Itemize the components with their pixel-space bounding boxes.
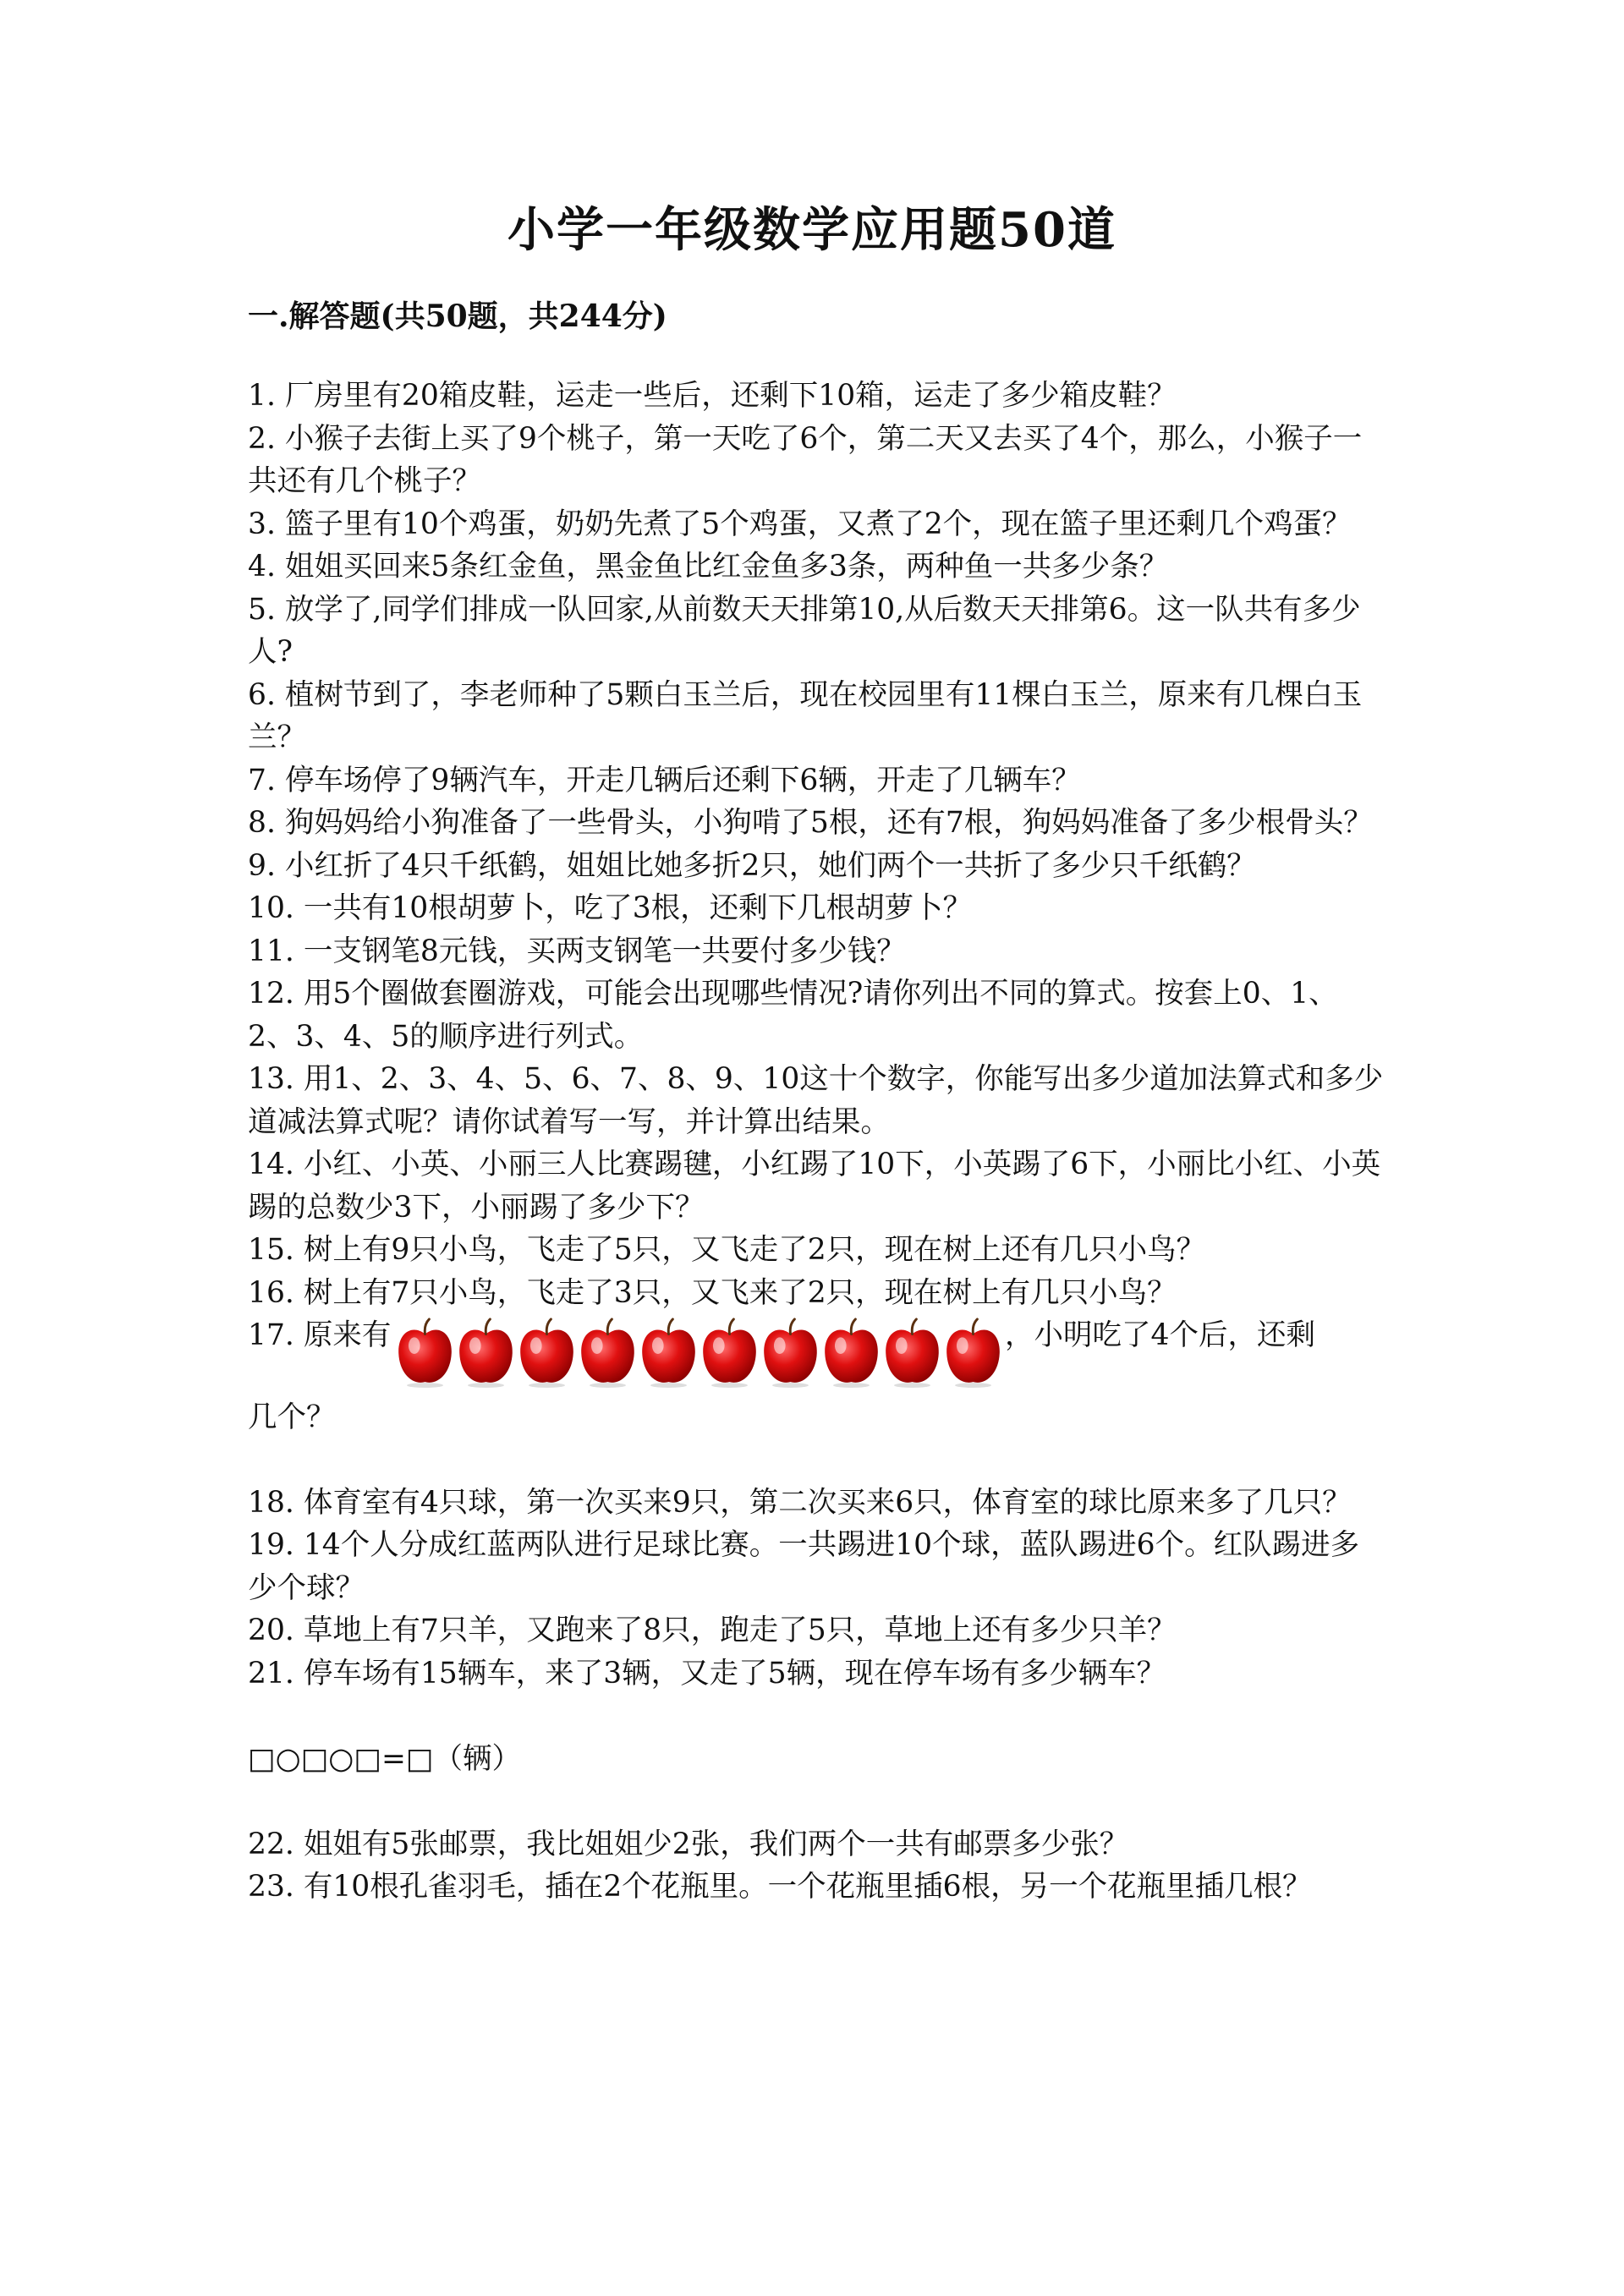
apple-icon — [457, 1316, 515, 1389]
question-4: 4. 姐姐买回来5条红金鱼，黑金鱼比红金鱼多3条，两种鱼一共多少条？ — [248, 550, 1169, 584]
apple-icon — [700, 1316, 759, 1389]
question-3: 3. 篮子里有10个鸡蛋，奶奶先煮了5个鸡蛋，又煮了2个，现在篮子里还剩几个鸡蛋？ — [248, 507, 1352, 541]
apple-icon — [639, 1316, 698, 1389]
question-17 — [248, 1314, 1385, 1357]
question-12: 12. 用5个圈做套圈游戏，可能会出现哪些情况?请你列出不同的算式。按套上0、1、2、3、4、5的顺序进行列式。 — [248, 977, 1338, 1054]
question-19: 19. 14个人分成红蓝两队进行足球比赛。一共踢进10个球，蓝队踢进6个。红队踢进多少个球？ — [248, 1528, 1360, 1605]
question-1: 1. 厂房里有20箱皮鞋，运走一些后，还剩下10箱，运走了多少箱皮鞋？ — [248, 379, 1177, 413]
apple-icon — [579, 1316, 637, 1389]
apple-icon — [883, 1316, 941, 1389]
question-10: 10. 一共有10根胡萝卜，吃了3根，还剩下几根胡萝卜？ — [248, 891, 973, 925]
apple-icon — [822, 1316, 881, 1389]
question-21: 21. 停车场有15辆车，来了3辆，又走了5辆，现在停车场有多少辆车？ — [248, 1656, 1166, 1690]
section-heading: 一.解答题(共50题，共244分) — [248, 299, 667, 334]
question-11: 11. 一支钢笔8元钱，买两支钢笔一共要付多少钱？ — [248, 934, 906, 968]
question-14: 14. 小红、小英、小丽三人比赛踢毽，小红踢了10下，小英踢了6下，小丽比小红、小英踢的总数少3下，小丽踢了多少下？ — [248, 1148, 1381, 1225]
question-16: 16. 树上有7只小鸟，飞走了3只，又飞来了2只，现在树上有几只小鸟？ — [248, 1275, 1177, 1310]
question-2: 2. 小猴子去街上买了9个桃子，第一天吃了6个，第二天又去买了4个，那么，小猴子一共还有几个桃子？ — [248, 421, 1363, 498]
question-18: 18. 体育室有4只球，第一次买来9只，第二次买来6只，体育室的球比原来多了几只？ — [248, 1485, 1352, 1520]
question-8: 8. 狗妈妈给小狗准备了一些骨头，小狗啃了5根，还有7根，狗妈妈准备了多少根骨头？ — [248, 806, 1373, 840]
apple-icon — [761, 1316, 820, 1389]
question-17-continuation: 几个？ — [248, 1400, 336, 1434]
apple-icon — [518, 1316, 576, 1389]
question-20: 20. 草地上有7只羊，又跑来了8只，跑走了5只，草地上还有多少只羊？ — [248, 1614, 1177, 1647]
question-5: 5. 放学了,同学们排成一队回家,从前数天天排第10,从后数天天排第6。这一队共有多少人? — [248, 592, 1361, 669]
answer-formula: □○□○□=□（辆） — [248, 1741, 521, 1776]
apple-icon — [944, 1316, 1002, 1389]
spacer — [248, 1780, 1385, 1823]
question-6: 6. 植树节到了，李老师种了5颗白玉兰后，现在校园里有11棵白玉兰，原来有几棵白玉兰？ — [248, 677, 1363, 754]
spacer — [248, 1695, 1385, 1738]
question-9: 9. 小红折了4只千纸鹤，姐姐比她多折2只，她们两个一共折了多少只千纸鹤？ — [248, 848, 1256, 883]
apple-row — [396, 1316, 1002, 1389]
question-7: 7. 停车场停了9辆汽车，开走几辆后还剩下6辆，开走了几辆车？ — [248, 763, 1081, 797]
question-13: 13. 用1、2、3、4、5、6、7、8、9、10这十个数字，你能写出多少道加法算式和多少道减法算式呢？请你试着写一写，并计算出结果。 — [248, 1062, 1384, 1139]
question-list — [248, 375, 1385, 1909]
question-15: 15. 树上有9只小鸟，飞走了5只，又飞走了2只，现在树上还有几只小鸟？ — [248, 1233, 1206, 1267]
question-23: 23. 有10根孔雀羽毛，插在2个花瓶里。一个花瓶里插6根，另一个花瓶里插几根？ — [248, 1870, 1312, 1904]
spacer — [248, 1438, 1385, 1482]
question-17-suffix: ，小明吃了4个后，还剩 — [1005, 1318, 1315, 1352]
question-17-prefix: 17. 原来有 — [248, 1318, 392, 1352]
question-22: 22. 姐姐有5张邮票，我比姐姐少2张，我们两个一共有邮票多少张？ — [248, 1827, 1129, 1861]
page-title: 小学一年级数学应用题50道 — [508, 202, 1116, 258]
apple-icon — [396, 1316, 454, 1389]
